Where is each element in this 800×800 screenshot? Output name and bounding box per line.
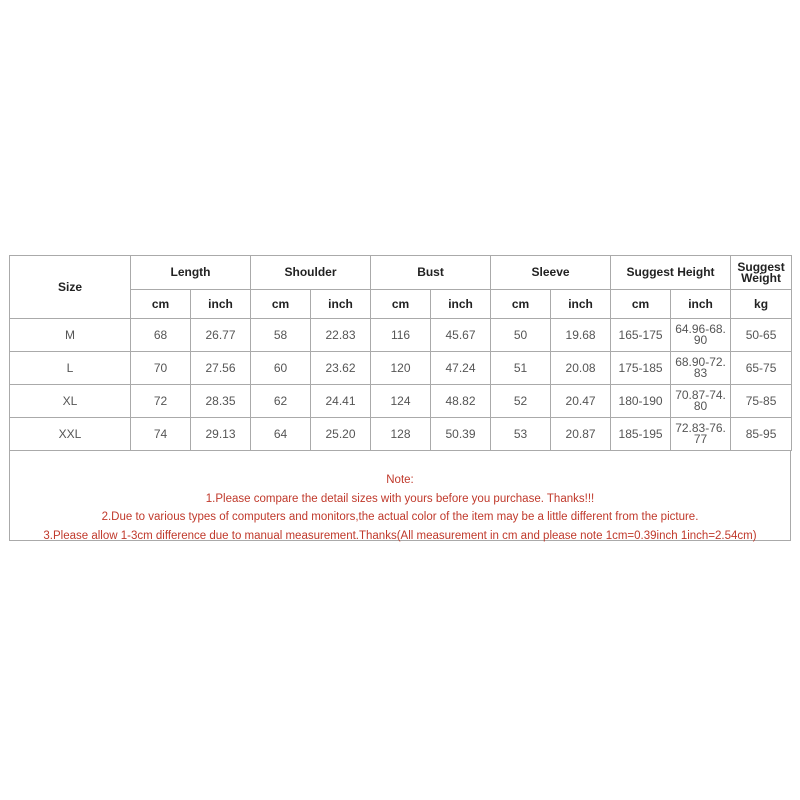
table-cell: 70	[131, 352, 191, 385]
table-cell: 128	[371, 418, 431, 451]
table-cell: 124	[371, 385, 431, 418]
table-cell: 26.77	[191, 319, 251, 352]
bust-header: Bust	[371, 256, 491, 290]
table-cell: 50	[491, 319, 551, 352]
table-cell: 53	[491, 418, 551, 451]
table-cell: 60	[251, 352, 311, 385]
table-cell: 120	[371, 352, 431, 385]
table-cell: 72.83-76.77	[671, 418, 731, 451]
table-cell: 62	[251, 385, 311, 418]
note-line-2: 2.Due to various types of computers and monitors,the actual color of the item may be a little different from the picture.	[101, 511, 699, 523]
table-cell: 175-185	[611, 352, 671, 385]
table-cell: 23.62	[311, 352, 371, 385]
table-cell: 185-195	[611, 418, 671, 451]
size-table	[9, 255, 792, 451]
notes-box	[9, 451, 791, 541]
table-cell: 51	[491, 352, 551, 385]
table-cell: 64	[251, 418, 311, 451]
table-cell: 47.24	[431, 352, 491, 385]
table-cell: 20.47	[551, 385, 611, 418]
table-cell: 48.82	[431, 385, 491, 418]
table-row	[10, 352, 792, 385]
unit-header: cm	[251, 290, 311, 319]
table-cell: 22.83	[311, 319, 371, 352]
size-cell: XL	[10, 385, 131, 418]
table-row	[10, 385, 792, 418]
table-cell: 19.68	[551, 319, 611, 352]
table-cell: 75-85	[731, 385, 792, 418]
table-cell: 52	[491, 385, 551, 418]
unit-header: cm	[371, 290, 431, 319]
table-cell: 28.35	[191, 385, 251, 418]
header-row-groups	[10, 256, 792, 290]
table-cell: 68.90-72.83	[671, 352, 731, 385]
table-cell: 27.56	[191, 352, 251, 385]
unit-header: inch	[191, 290, 251, 319]
note-line-1: 1.Please compare the detail sizes with yours before you purchase. Thanks!!!	[205, 492, 595, 505]
table-cell: 45.67	[431, 319, 491, 352]
note-line-3: 3.Please allow 1-3cm difference due to manual measurement.Thanks(All measurement in cm and please note 1cm=0.39inch 1inch=2.54cm)	[43, 529, 757, 542]
note-title: Note:	[386, 474, 414, 486]
table-cell: 116	[371, 319, 431, 352]
table-cell: 65-75	[731, 352, 792, 385]
unit-header: kg	[731, 290, 792, 319]
table-row	[10, 418, 792, 451]
unit-header: inch	[311, 290, 371, 319]
sleeve-header: Sleeve	[491, 256, 611, 290]
table-cell: 165-175	[611, 319, 671, 352]
table-cell: 72	[131, 385, 191, 418]
table-cell: 85-95	[731, 418, 792, 451]
size-cell: L	[10, 352, 131, 385]
shoulder-header: Shoulder	[251, 256, 371, 290]
table-cell: 64.96-68.90	[671, 319, 731, 352]
unit-header: cm	[491, 290, 551, 319]
table-cell: 68	[131, 319, 191, 352]
table-cell: 58	[251, 319, 311, 352]
size-cell: XXL	[10, 418, 131, 451]
unit-header: cm	[611, 290, 671, 319]
table-cell: 20.87	[551, 418, 611, 451]
table-row	[10, 319, 792, 352]
table-cell: 70.87-74.80	[671, 385, 731, 418]
unit-header: inch	[431, 290, 491, 319]
unit-header: inch	[551, 290, 611, 319]
table-cell: 20.08	[551, 352, 611, 385]
unit-header: cm	[131, 290, 191, 319]
suggest-height-header: Suggest Height	[611, 256, 731, 290]
table-cell: 29.13	[191, 418, 251, 451]
unit-header: inch	[671, 290, 731, 319]
size-cell: M	[10, 319, 131, 352]
table-cell: 25.20	[311, 418, 371, 451]
size-chart	[9, 255, 791, 545]
table-cell: 180-190	[611, 385, 671, 418]
size-column-header: Size	[10, 256, 131, 319]
suggest-weight-header: Suggest Weight	[731, 256, 792, 290]
table-cell: 24.41	[311, 385, 371, 418]
table-cell: 74	[131, 418, 191, 451]
table-cell: 50.39	[431, 418, 491, 451]
table-cell: 50-65	[731, 319, 792, 352]
length-header: Length	[131, 256, 251, 290]
